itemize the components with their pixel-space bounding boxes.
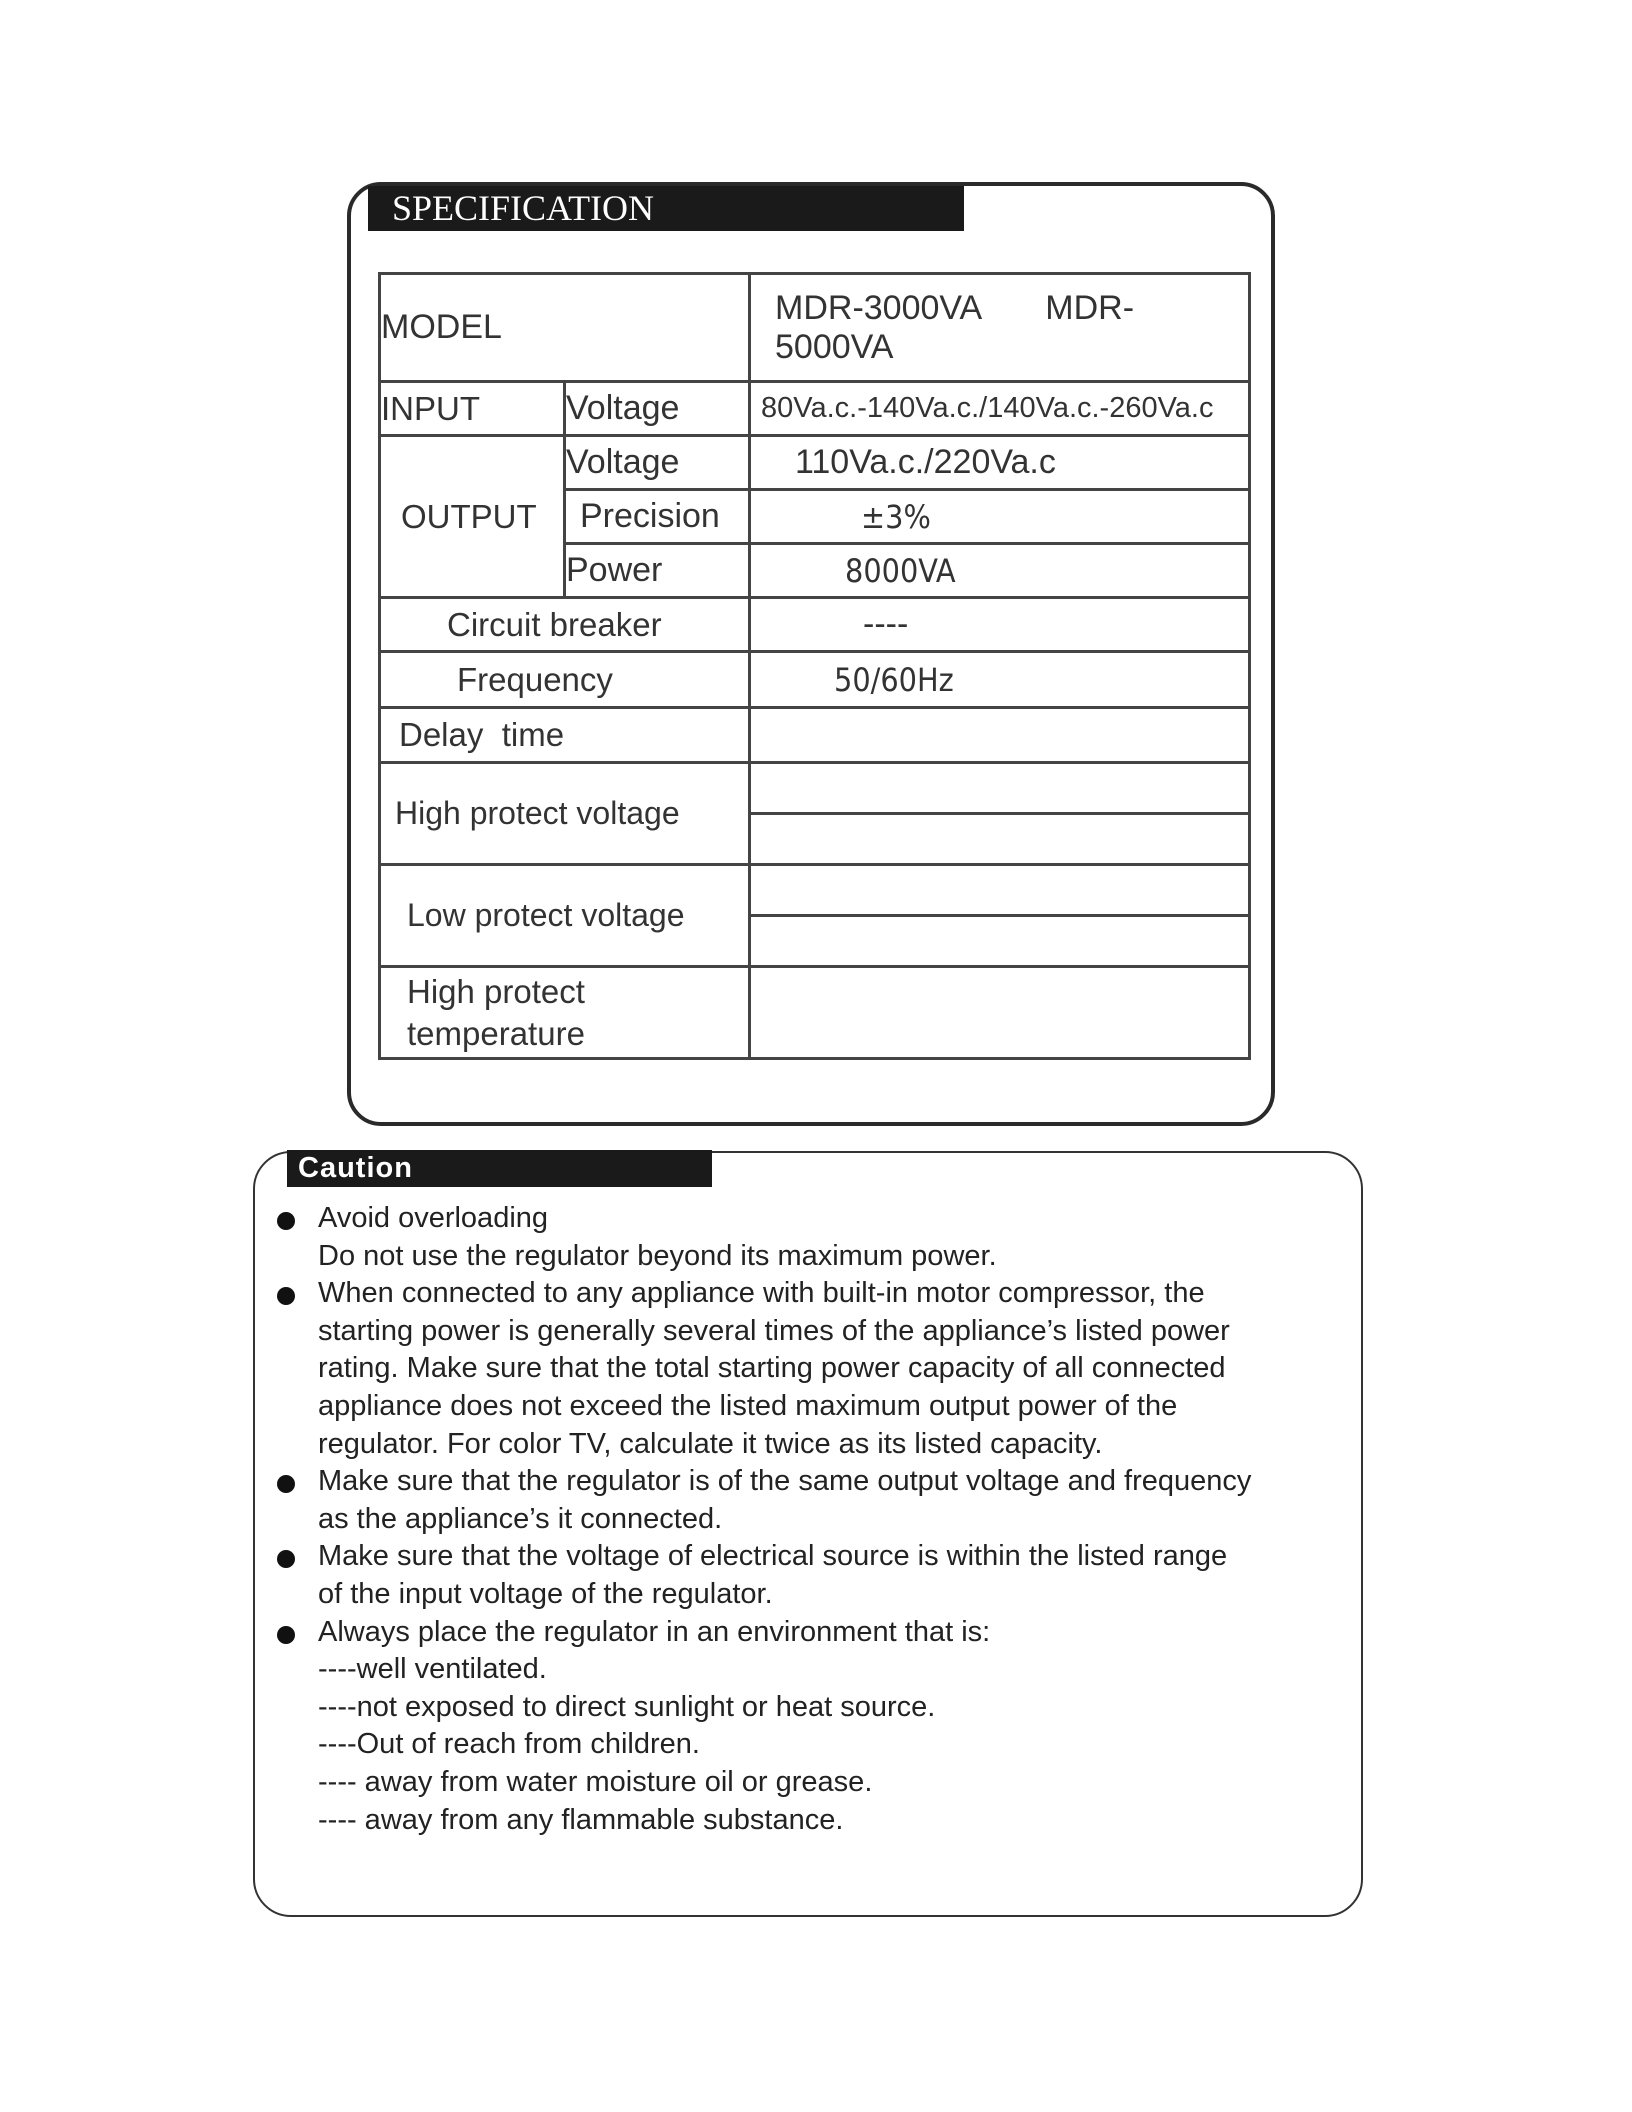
power-label: Power bbox=[565, 544, 750, 598]
caution-text: When connected to any appliance with built-in motor compressor, the bbox=[318, 1277, 1205, 1310]
output-voltage-value: 110Va.c./220Va.c bbox=[750, 436, 1250, 490]
bullet-icon bbox=[277, 1287, 295, 1305]
table-row bbox=[380, 436, 1250, 490]
table-row bbox=[380, 598, 1250, 652]
caution-text: appliance does not exceed the listed maximum output power of the bbox=[318, 1389, 1178, 1422]
caution-text: rating. Make sure that the total starting power capacity of all connected bbox=[318, 1352, 1226, 1385]
caution-text: Make sure that the regulator is of the same output voltage and frequency bbox=[318, 1465, 1252, 1498]
model-value-1: MDR-3000VA bbox=[775, 288, 981, 327]
low-protect-voltage-label: Low protect voltage bbox=[380, 865, 750, 967]
table-row bbox=[380, 274, 1250, 382]
caution-text: ---- away from any flammable substance. bbox=[318, 1803, 844, 1836]
delay-time-value bbox=[750, 708, 1250, 763]
low-protect-voltage-value-2 bbox=[750, 916, 1250, 967]
caution-text: ----well ventilated. bbox=[318, 1653, 547, 1686]
input-label: INPUT bbox=[380, 382, 565, 436]
caution-text: ----Out of reach from children. bbox=[318, 1728, 700, 1761]
bullet-icon bbox=[277, 1626, 295, 1644]
precision-value: ±3% bbox=[750, 490, 1250, 544]
caution-item-input-range bbox=[275, 1538, 1335, 1613]
caution-text: starting power is generally several times of the appliance’s listed power bbox=[318, 1314, 1230, 1347]
input-voltage-value: 80Va.c.-140Va.c./140Va.c.-260Va.c bbox=[750, 382, 1250, 436]
model-label: MODEL bbox=[380, 274, 750, 382]
precision-label: Precision bbox=[565, 490, 750, 544]
caution-text: ---- away from water moisture oil or grease. bbox=[318, 1765, 873, 1798]
high-protect-temperature-label-line-1: High protect bbox=[407, 972, 585, 1010]
caution-text: Always place the regulator in an environment that is: bbox=[318, 1615, 991, 1648]
input-voltage-label: Voltage bbox=[565, 382, 750, 436]
caution-text: regulator. For color TV, calculate it twice as its listed capacity. bbox=[318, 1427, 1103, 1460]
caution-list bbox=[275, 1200, 1335, 1839]
frequency-value: 50/60Hz bbox=[750, 652, 1250, 708]
caution-header: Caution bbox=[287, 1150, 712, 1187]
model-value-2: MDR-5000VA bbox=[775, 288, 1135, 366]
specification-header: SPECIFICATION bbox=[368, 186, 964, 231]
table-row bbox=[380, 967, 1250, 1059]
table-row bbox=[380, 763, 1250, 814]
caution-text: Make sure that the voltage of electrical source is within the listed range bbox=[318, 1540, 1228, 1573]
caution-text: Avoid overloading bbox=[318, 1202, 549, 1234]
model-values-cell bbox=[750, 274, 1250, 382]
frequency-label: Frequency bbox=[380, 652, 750, 708]
table-row bbox=[380, 382, 1250, 436]
output-label: OUTPUT bbox=[380, 436, 565, 598]
circuit-breaker-value: ---- bbox=[750, 598, 1250, 652]
high-protect-temperature-value bbox=[750, 967, 1250, 1059]
high-protect-voltage-value-2 bbox=[750, 814, 1250, 865]
caution-item-overloading bbox=[275, 1200, 1335, 1275]
high-protect-temperature-label-line-2: temperature bbox=[407, 1014, 585, 1052]
high-protect-voltage-label: High protect voltage bbox=[380, 763, 750, 865]
caution-text: as the appliance’s it connected. bbox=[318, 1502, 723, 1535]
low-protect-voltage-value-1 bbox=[750, 865, 1250, 916]
bullet-icon bbox=[277, 1550, 295, 1568]
caution-text: Do not use the regulator beyond its maximum power. bbox=[318, 1239, 997, 1272]
table-row bbox=[380, 708, 1250, 763]
caution-item-environment bbox=[275, 1614, 1335, 1840]
circuit-breaker-label: Circuit breaker bbox=[380, 598, 750, 652]
table-row bbox=[380, 652, 1250, 708]
table-row bbox=[380, 865, 1250, 916]
specification-table bbox=[378, 272, 1251, 1060]
high-protect-temperature-label bbox=[380, 967, 750, 1059]
caution-item-compressor bbox=[275, 1275, 1335, 1463]
high-protect-voltage-value-1 bbox=[750, 763, 1250, 814]
bullet-icon bbox=[277, 1212, 295, 1230]
caution-text: ----not exposed to direct sunlight or heat source. bbox=[318, 1690, 936, 1723]
output-voltage-label: Voltage bbox=[565, 436, 750, 490]
delay-time-label: Delay time bbox=[380, 708, 750, 763]
bullet-icon bbox=[277, 1475, 295, 1493]
caution-item-output-voltage bbox=[275, 1463, 1335, 1538]
caution-text: of the input voltage of the regulator. bbox=[318, 1577, 773, 1610]
power-value: 8000VA bbox=[750, 544, 1250, 598]
